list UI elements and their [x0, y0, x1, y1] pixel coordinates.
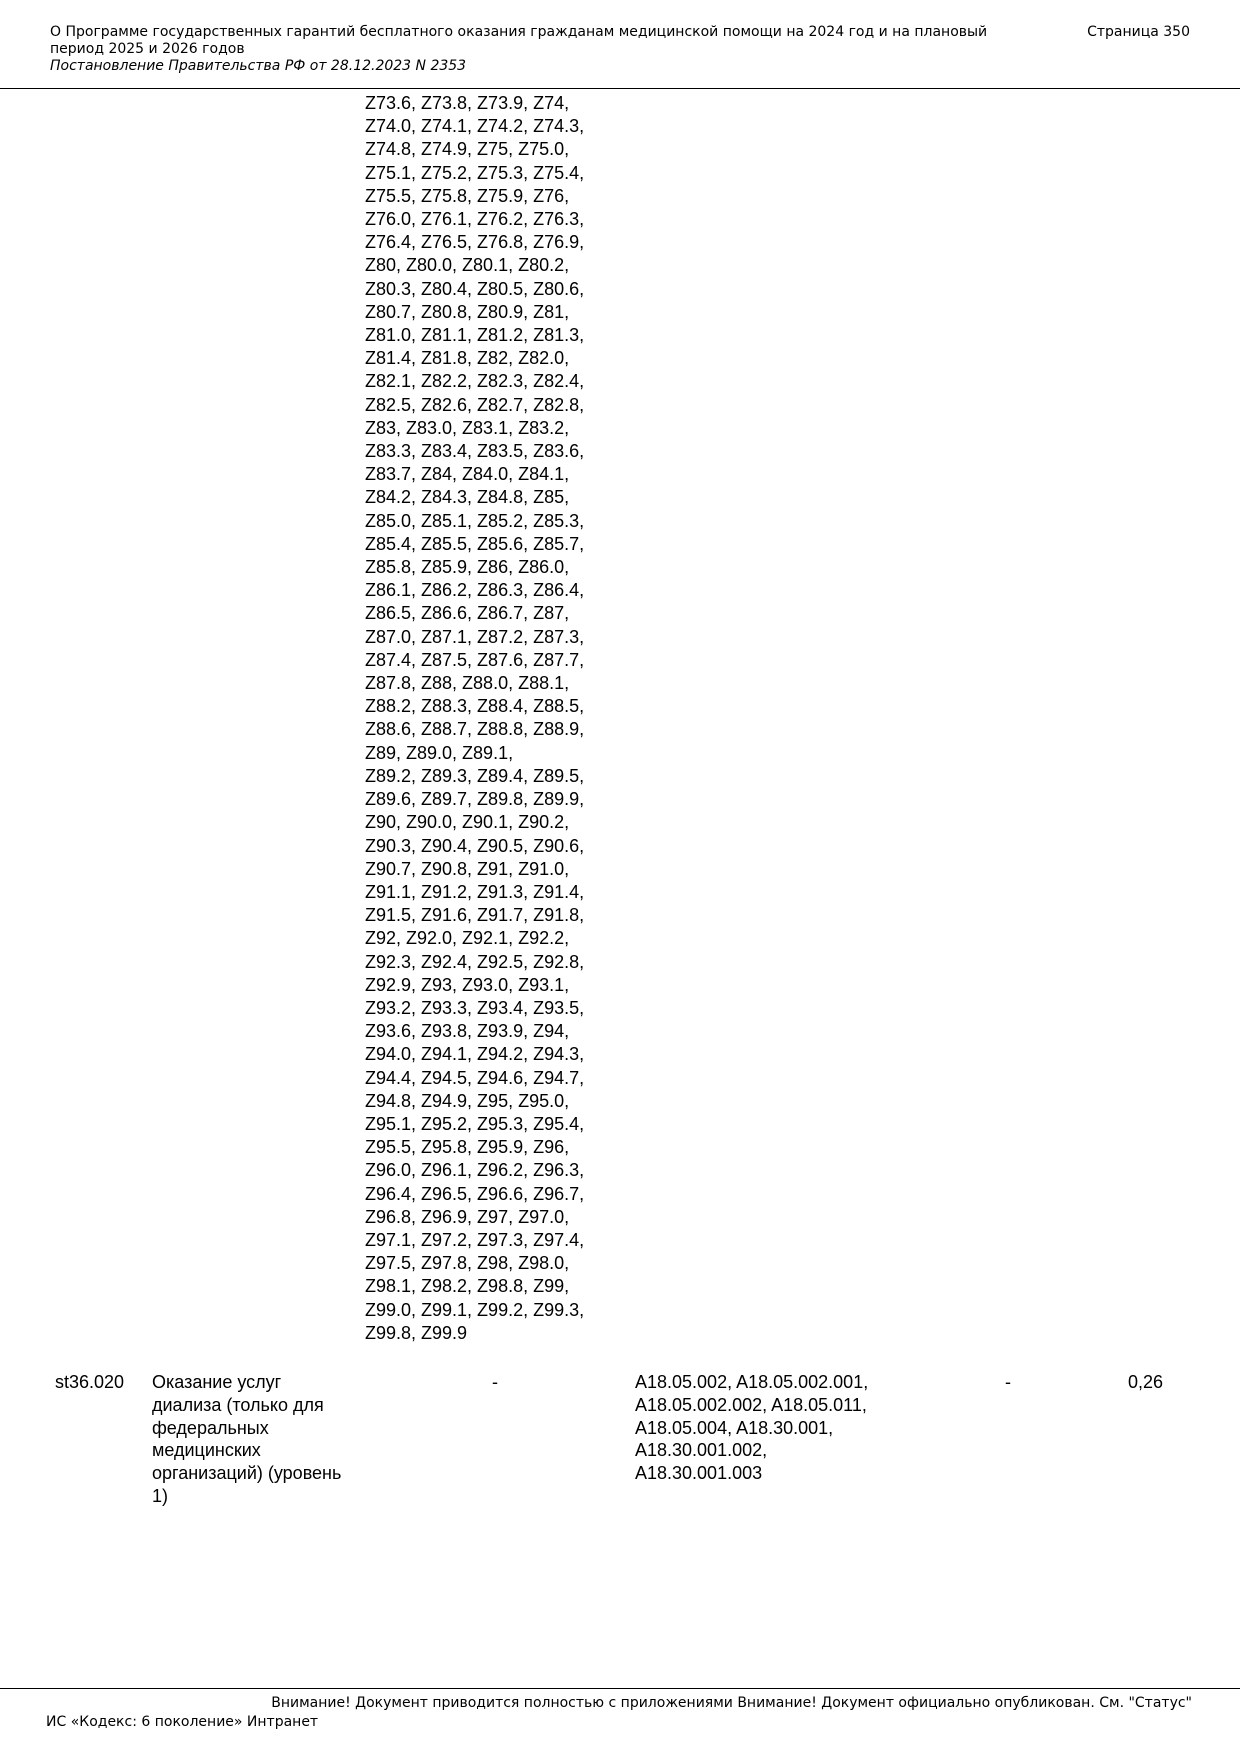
row-service-line: A18.30.001.003	[635, 1463, 763, 1484]
diagnosis-code-line: Z97.5, Z97.8, Z98, Z98.0,	[365, 1253, 570, 1274]
diagnosis-codes-list	[365, 92, 605, 1345]
diagnosis-code-line: Z89, Z89.0, Z89.1,	[365, 742, 514, 763]
diagnosis-code-line: Z82.5, Z82.6, Z82.7, Z82.8,	[365, 394, 585, 415]
diagnosis-code-line: Z93.2, Z93.3, Z93.4, Z93.5,	[365, 997, 585, 1018]
diagnosis-code-line: Z87.0, Z87.1, Z87.2, Z87.3,	[365, 626, 585, 647]
diagnosis-code-line: Z90.3, Z90.4, Z90.5, Z90.6,	[365, 835, 585, 856]
diagnosis-code-line: Z91.5, Z91.6, Z91.7, Z91.8,	[365, 905, 585, 926]
diagnosis-code-line: Z82.1, Z82.2, Z82.3, Z82.4,	[365, 371, 585, 392]
row-code: st36.020	[55, 1372, 125, 1392]
diagnosis-code-line: Z92.3, Z92.4, Z92.5, Z92.8,	[365, 951, 585, 972]
row-other: -	[1005, 1372, 1011, 1392]
diagnosis-code-line: Z76.0, Z76.1, Z76.2, Z76.3,	[365, 209, 585, 230]
diagnosis-code-line: Z94.0, Z94.1, Z94.2, Z94.3,	[365, 1044, 585, 1065]
diagnosis-code-line: Z80.7, Z80.8, Z80.9, Z81,	[365, 301, 570, 322]
diagnosis-code-line: Z94.4, Z94.5, Z94.6, Z94.7,	[365, 1067, 585, 1088]
row-diagnoses: -	[492, 1372, 498, 1392]
diagnosis-code-line: Z96.0, Z96.1, Z96.2, Z96.3,	[365, 1160, 585, 1181]
diagnosis-code-line: Z92.9, Z93, Z93.0, Z93.1,	[365, 974, 570, 995]
row-service-line: A18.05.004, A18.30.001,	[635, 1417, 834, 1438]
diagnosis-code-line: Z84.2, Z84.3, Z84.8, Z85,	[365, 487, 570, 508]
row-service-line: A18.30.001.002,	[635, 1440, 768, 1461]
diagnosis-code-line: Z99.0, Z99.1, Z99.2, Z99.3,	[365, 1299, 585, 1320]
diagnosis-code-line: Z81.0, Z81.1, Z81.2, Z81.3,	[365, 325, 585, 346]
diagnosis-code-line: Z73.6, Z73.8, Z73.9, Z74,	[365, 93, 570, 113]
diagnosis-code-line: Z83, Z83.0, Z83.1, Z83.2,	[365, 417, 570, 438]
row-name-line: 1)	[152, 1485, 169, 1506]
diagnosis-code-line: Z85.4, Z85.5, Z85.6, Z85.7,	[365, 533, 585, 554]
diagnosis-code-line: Z74.0, Z74.1, Z74.2, Z74.3,	[365, 116, 585, 137]
diagnosis-code-line: Z80, Z80.0, Z80.1, Z80.2,	[365, 255, 570, 276]
diagnosis-code-line: Z96.4, Z96.5, Z96.6, Z96.7,	[365, 1183, 585, 1204]
diagnosis-code-line: Z96.8, Z96.9, Z97, Z97.0,	[365, 1206, 570, 1227]
page-header	[50, 24, 1190, 75]
diagnosis-code-line: Z91.1, Z91.2, Z91.3, Z91.4,	[365, 881, 585, 902]
diagnosis-code-line: Z86.5, Z86.6, Z86.7, Z87,	[365, 603, 570, 624]
diagnosis-code-line: Z75.1, Z75.2, Z75.3, Z75.4,	[365, 162, 585, 183]
diagnosis-code-line: Z94.8, Z94.9, Z95, Z95.0,	[365, 1090, 570, 1111]
diagnosis-code-line: Z89.6, Z89.7, Z89.8, Z89.9,	[365, 789, 585, 810]
row-name-line: организаций) (уровень	[152, 1463, 342, 1484]
footer-notice: Внимание! Документ приводится полностью с приложениями Внимание! Документ официально опубликован. См. "Статус"	[271, 1695, 1192, 1711]
diagnosis-code-line: Z90.7, Z90.8, Z91, Z91.0,	[365, 858, 570, 879]
diagnosis-code-line: Z87.8, Z88, Z88.0, Z88.1,	[365, 673, 570, 694]
diagnosis-code-line: Z99.8, Z99.9	[365, 1322, 468, 1343]
document-title: О Программе государственных гарантий бесплатного оказания гражданам медицинской помощи на 2024 год и на плановый период 2025 и 2026 годов	[50, 24, 988, 57]
diagnosis-code-line: Z95.1, Z95.2, Z95.3, Z95.4,	[365, 1113, 585, 1134]
footer-divider	[0, 1688, 1240, 1689]
diagnosis-code-line: Z97.1, Z97.2, Z97.3, Z97.4,	[365, 1229, 585, 1250]
diagnosis-code-line: Z81.4, Z81.8, Z82, Z82.0,	[365, 348, 570, 369]
diagnosis-code-line: Z87.4, Z87.5, Z87.6, Z87.7,	[365, 649, 585, 670]
diagnosis-code-line: Z75.5, Z75.8, Z75.9, Z76,	[365, 185, 570, 206]
row-name-line: медицинских	[152, 1440, 261, 1461]
row-coefficient: 0,26	[1128, 1372, 1164, 1392]
diagnosis-code-line: Z80.3, Z80.4, Z80.5, Z80.6,	[365, 278, 585, 299]
diagnosis-code-line: Z83.7, Z84, Z84.0, Z84.1,	[365, 464, 570, 485]
header-divider	[0, 88, 1240, 89]
row-name-line: федеральных	[152, 1417, 269, 1438]
diagnosis-code-line: Z85.8, Z85.9, Z86, Z86.0,	[365, 557, 570, 578]
diagnosis-code-line: Z83.3, Z83.4, Z83.5, Z83.6,	[365, 441, 585, 462]
diagnosis-code-line: Z89.2, Z89.3, Z89.4, Z89.5,	[365, 765, 585, 786]
diagnosis-code-line: Z88.6, Z88.7, Z88.8, Z88.9,	[365, 719, 585, 740]
page-number: Страница 350	[1087, 24, 1190, 40]
row-name-line: Оказание услуг	[152, 1372, 282, 1392]
footer-system: ИС «Кодекс: 6 поколение» Интранет	[46, 1714, 319, 1730]
diagnosis-code-line: Z88.2, Z88.3, Z88.4, Z88.5,	[365, 696, 585, 717]
decree-reference: Постановление Правительства РФ от 28.12.2023 N 2353	[50, 58, 467, 74]
diagnosis-code-line: Z92, Z92.0, Z92.1, Z92.2,	[365, 928, 570, 949]
row-service-line: A18.05.002.002, A18.05.011,	[635, 1394, 867, 1415]
row-services	[635, 1371, 905, 1485]
diagnosis-code-line: Z93.6, Z93.8, Z93.9, Z94,	[365, 1021, 570, 1042]
diagnosis-code-line: Z85.0, Z85.1, Z85.2, Z85.3,	[365, 510, 585, 531]
diagnosis-code-line: Z76.4, Z76.5, Z76.8, Z76.9,	[365, 232, 585, 253]
row-name-line: диализа (только для	[152, 1394, 324, 1415]
diagnosis-code-line: Z74.8, Z74.9, Z75, Z75.0,	[365, 139, 570, 160]
row-service-line: A18.05.002, A18.05.002.001,	[635, 1372, 869, 1392]
diagnosis-code-line: Z86.1, Z86.2, Z86.3, Z86.4,	[365, 580, 585, 601]
diagnosis-code-line: Z90, Z90.0, Z90.1, Z90.2,	[365, 812, 570, 833]
row-name	[152, 1371, 362, 1508]
diagnosis-code-line: Z98.1, Z98.2, Z98.8, Z99,	[365, 1276, 570, 1297]
diagnosis-code-line: Z95.5, Z95.8, Z95.9, Z96,	[365, 1137, 570, 1158]
